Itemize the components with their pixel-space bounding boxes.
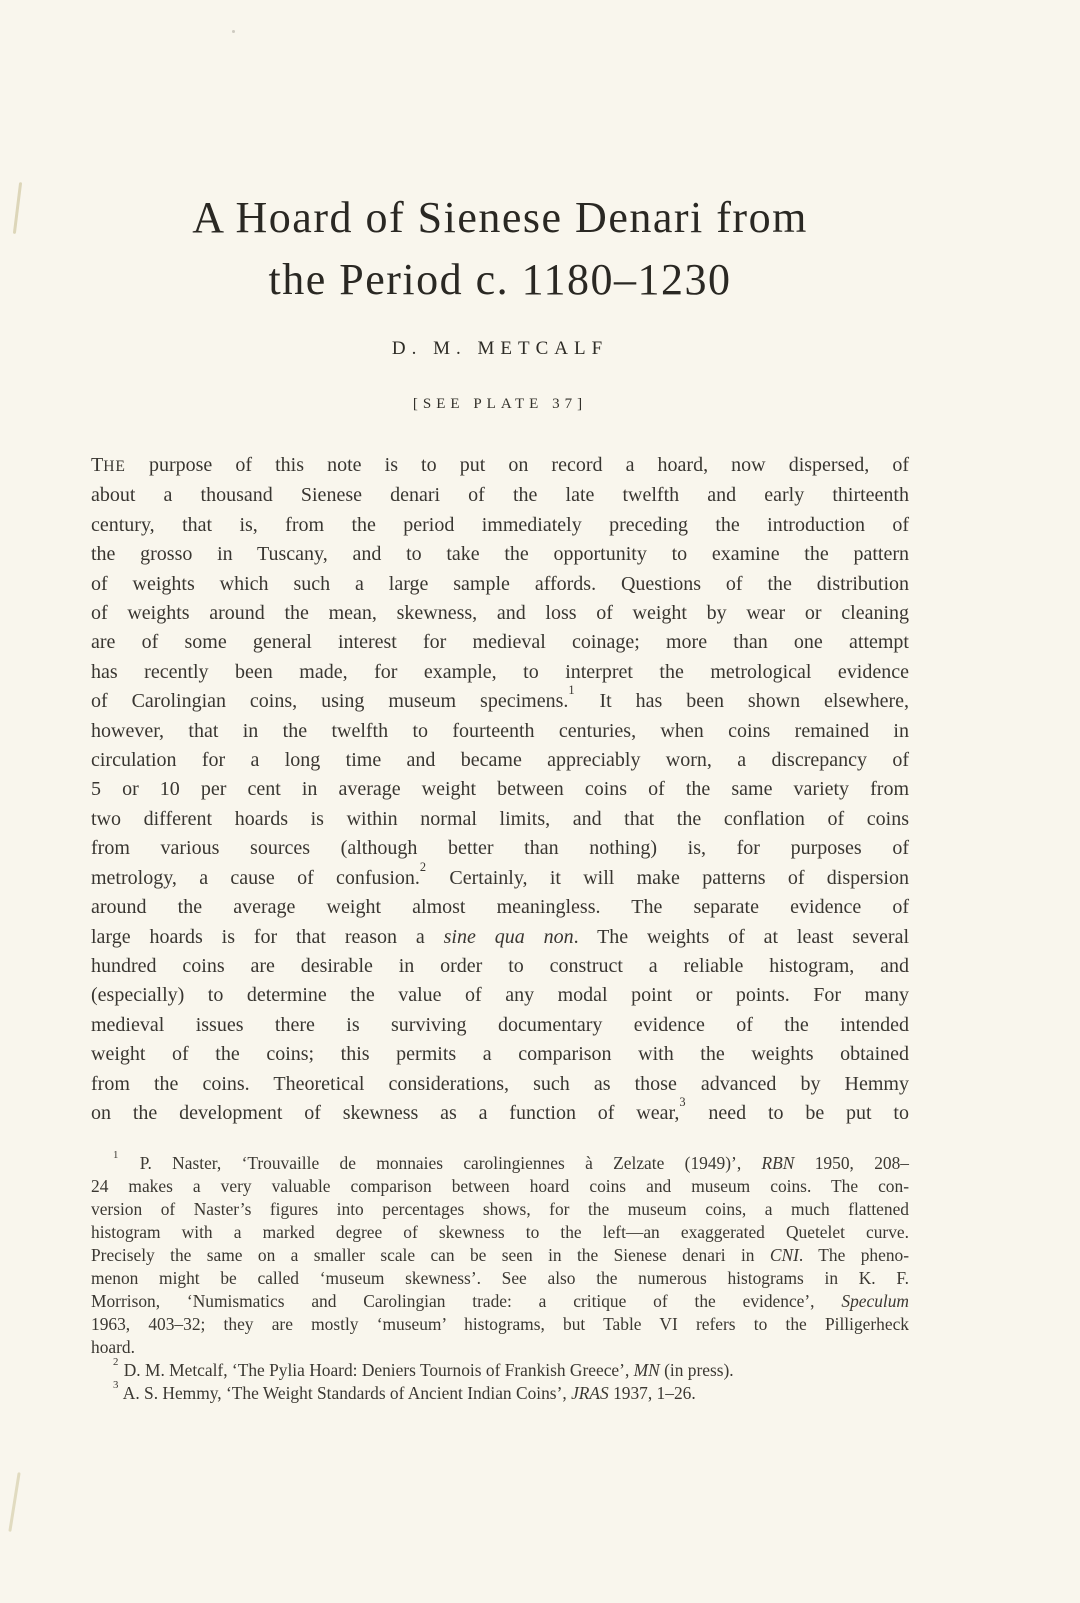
body-text-line: medieval issues there is surviving documentary evidence of the intended	[91, 1013, 909, 1036]
body-text-line: weight of the coins; this permits a comparison with the weights obtained	[91, 1043, 909, 1066]
footnote-line: Morrison, ‘Numismatics and Carolingian trade: a critique of the evidence’, Speculum	[91, 1291, 909, 1311]
article-body-paragraph	[91, 451, 909, 1128]
body-text-line: circulation for a long time and became appreciably worn, a discrepancy of	[91, 749, 909, 772]
body-text-line: of weights which such a large sample affords. Questions of the distribution	[91, 572, 909, 595]
body-text-line: around the average weight almost meaningless. The separate evidence of	[91, 896, 909, 919]
body-text-line: hundred coins are desirable in order to construct a reliable histogram, and	[91, 954, 909, 977]
body-text-line: metrology, a cause of confusion.$^2$ Certainly, it will make patterns of dispersion	[91, 859, 909, 889]
article-title-line-1: A Hoard of Sienese Denari from	[192, 193, 808, 242]
footnote-line: menon might be called ‘museum skewness’. See also the numerous histograms in K. F.	[91, 1268, 909, 1288]
footnote-line: $^1$ P. Naster, ‘Trouvaille de monnaies carolingiennes à Zelzate (1949)’, RBN 1950, 208–	[113, 1148, 909, 1173]
body-text-line: two different hoards is within normal limits, and that the conflation of coins	[91, 807, 909, 830]
footnote-line: version of Naster’s figures into percentages shows, for the museum coins, a much flattened	[91, 1199, 909, 1219]
body-text-line: however, that in the twelfth to fourteenth centuries, when coins remained in	[91, 719, 909, 742]
body-text-line: 5 or 10 per cent in average weight between coins of the same variety from	[91, 778, 909, 801]
footnote-line: 1963, 403–32; they are mostly ‘museum’ histograms, but Table VI refers to the Pilligerheck	[91, 1314, 909, 1334]
body-text-line: from the coins. Theoretical considerations, such as those advanced by Hemmy	[91, 1072, 909, 1095]
body-text-line: on the development of skewness as a function of wear,$^3$ need to be put to	[91, 1095, 909, 1124]
body-text-line: from various sources (although better than nothing) is, for purposes of	[91, 837, 909, 860]
body-text-line: large hoards is for that reason a sine qua non. The weights of at least several	[91, 925, 910, 948]
body-text-line: century, that is, from the period immediately preceding the introduction of	[91, 513, 909, 536]
footnotes-section	[91, 1148, 910, 1405]
article-author: D. M. METCALF	[391, 338, 609, 359]
scan-smudge-bottom	[8, 1472, 20, 1532]
body-text-line: (especially) to determine the value of any modal point or points. For many	[91, 984, 909, 1007]
plate-reference: [SEE PLATE 37]	[412, 396, 588, 412]
article-title	[91, 187, 909, 311]
scan-speck	[232, 30, 235, 33]
footnote-line: histogram with a marked degree of skewness to the left—an exaggerated Quetelet curve.	[91, 1222, 909, 1242]
footnote-line: $^3$ A. S. Hemmy, ‘The Weight Standards of Ancient Indian Coins’, JRAS 1937, 1–26.	[113, 1378, 696, 1403]
footnote-line: Precisely the same on a smaller scale can be seen in the Sienese denari in CNI. The pheno-	[91, 1245, 910, 1265]
body-text-line: of weights around the mean, skewness, and loss of weight by wear or cleaning	[91, 602, 909, 625]
article-title-line-2: the Period c. 1180–1230	[268, 255, 732, 304]
footnote-line: $^2$ D. M. Metcalf, ‘The Pylia Hoard: Deniers Tournois of Frankish Greece’, MN (in press).	[113, 1355, 734, 1380]
footnote-line: hoard.	[91, 1337, 135, 1357]
body-text-line: of Carolingian coins, using museum specimens.$^1$ It has been shown elsewhere,	[91, 683, 909, 713]
footnote-line: 24 makes a very valuable comparison between hoard coins and museum coins. The con-	[91, 1176, 909, 1196]
body-text-line: has recently been made, for example, to interpret the metrological evidence	[91, 660, 909, 683]
scan-smudge-top	[13, 182, 22, 234]
body-text-line: the grosso in Tuscany, and to take the opportunity to examine the pattern	[91, 543, 909, 566]
body-text-line: about a thousand Sienese denari of the late twelfth and early thirteenth	[91, 484, 909, 507]
body-text-line: are of some general interest for medieval coinage; more than one attempt	[91, 631, 909, 654]
body-text-line: THE purpose of this note is to put on record a hoard, now dispersed, of	[91, 454, 909, 476]
